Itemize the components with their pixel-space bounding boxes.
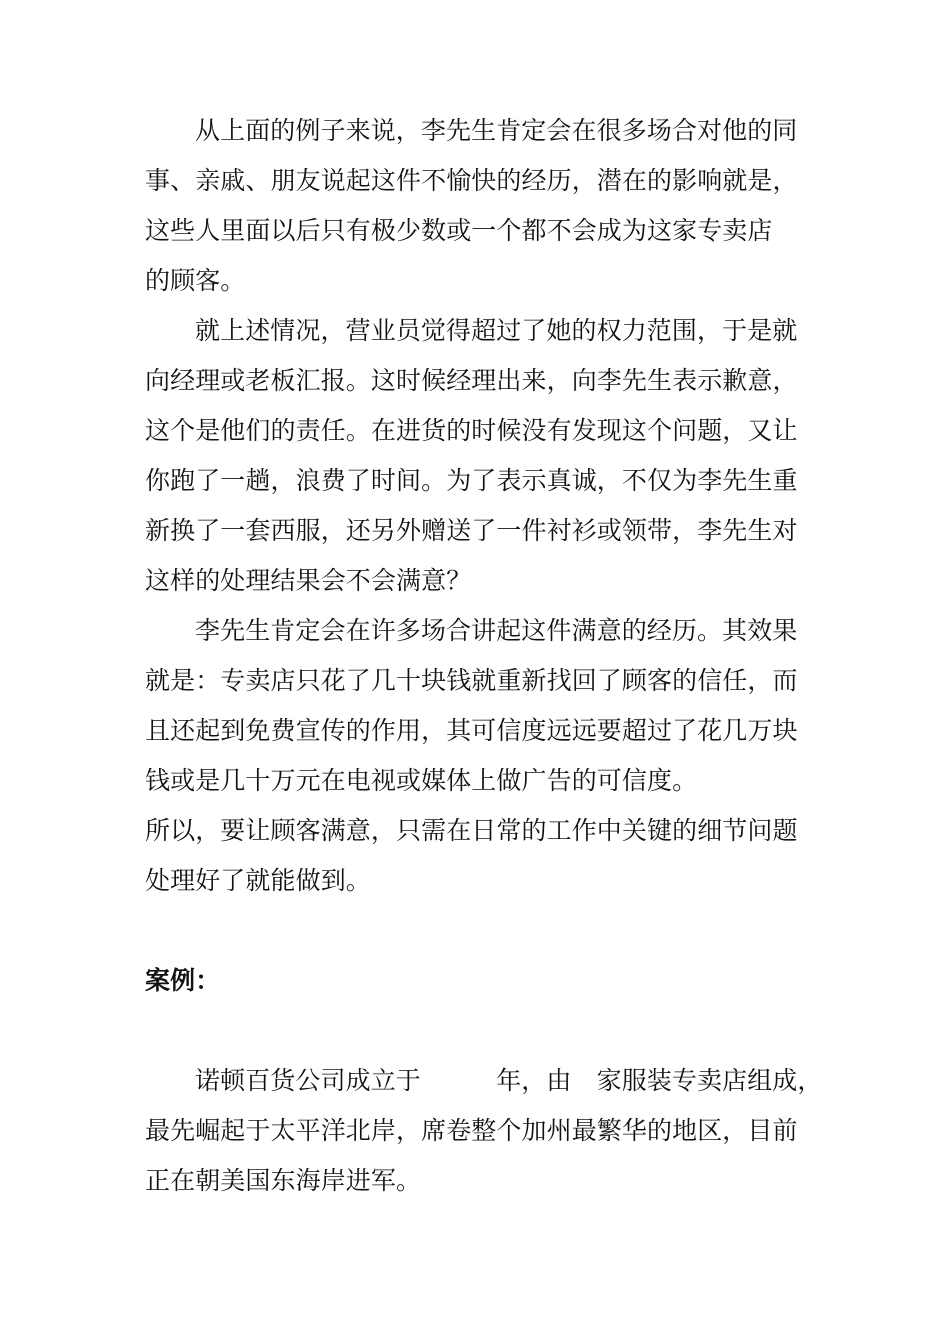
paragraph-1-line-4: 的顾客。 — [145, 266, 246, 295]
paragraph-4-line-2: 处理好了就能做到。 — [145, 866, 371, 895]
case-paragraph-line-2: 最先崛起于太平洋北岸，席卷整个加州最繁华的地区，目前 — [145, 1116, 798, 1145]
paragraph-2-line-4: 你跑了一趟，浪费了时间。为了表示真诚，不仅为李先生重 — [145, 466, 798, 495]
case-heading: 案例： — [145, 966, 221, 995]
paragraph-4-line-1: 所以，要让顾客满意，只需在日常的工作中关键的细节问题 — [145, 816, 798, 845]
paragraph-1-line-2: 事、亲戚、朋友说起这件不愉快的经历，潜在的影响就是， — [145, 166, 798, 195]
case-paragraph-line-3: 正在朝美国东海岸进军。 — [145, 1166, 422, 1195]
paragraph-2-line-1: 就上述情况，营业员觉得超过了她的权力范围，于是就 — [195, 316, 798, 345]
paragraph-3-line-2: 就是：专卖店只花了几十块钱就重新找回了顾客的信任，而 — [145, 666, 798, 695]
paragraph-2-line-3: 这个是他们的责任。在进货的时候没有发现这个问题，又让 — [145, 416, 798, 445]
case-paragraph-line-1: 诺顿百货公司成立于 年，由 家服装专卖店组成， — [195, 1066, 823, 1095]
paragraph-1-line-1: 从上面的例子来说，李先生肯定会在很多场合对他的同 — [195, 116, 798, 145]
paragraph-1-line-3: 这些人里面以后只有极少数或一个都不会成为这家专卖店 — [145, 216, 773, 245]
paragraph-3-line-4: 钱或是几十万元在电视或媒体上做广告的可信度。 — [145, 766, 698, 795]
paragraph-3-line-1: 李先生肯定会在许多场合讲起这件满意的经历。其效果 — [195, 616, 798, 645]
paragraph-3-line-3: 且还起到免费宣传的作用，其可信度远远要超过了花几万块 — [145, 716, 798, 745]
paragraph-2-line-5: 新换了一套西服，还另外赠送了一件衬衫或领带，李先生对 — [145, 516, 798, 545]
paragraph-2-line-6: 这样的处理结果会不会满意？ — [145, 566, 472, 595]
paragraph-2-line-2: 向经理或老板汇报。这时候经理出来，向李先生表示歉意， — [145, 366, 798, 395]
